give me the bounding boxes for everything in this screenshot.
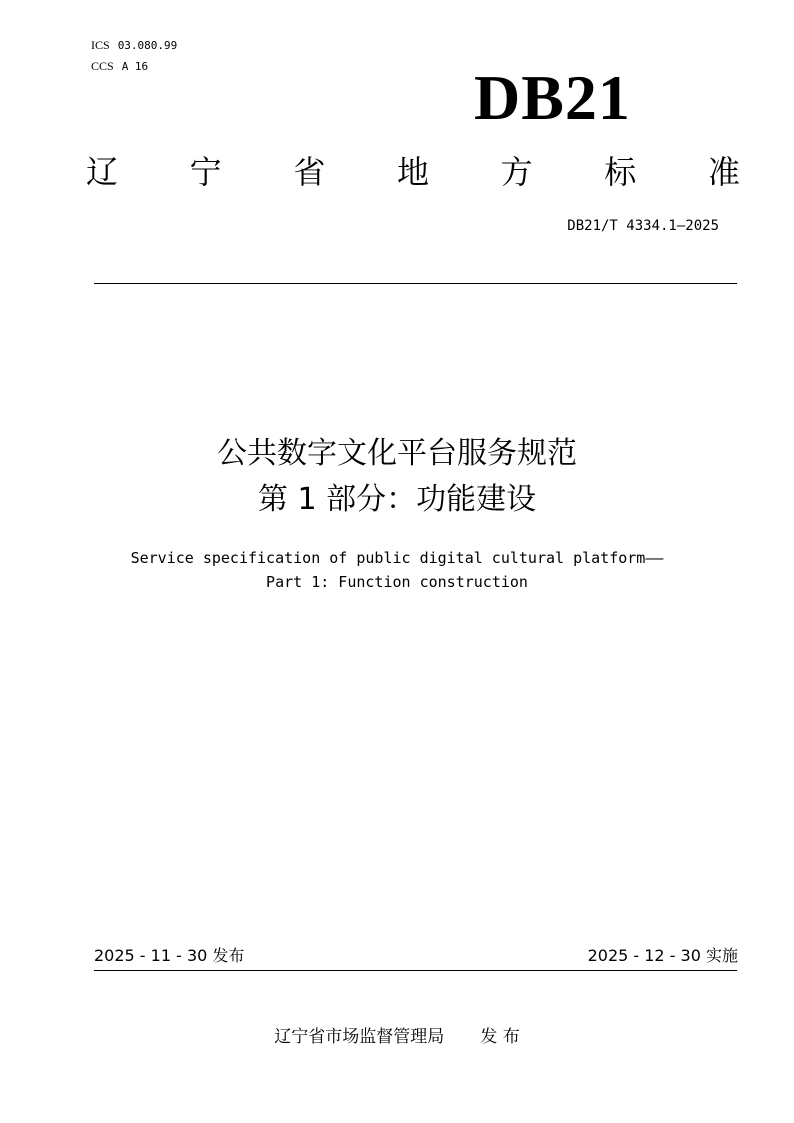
standard-number: DB21/T 4334.1—2025 — [567, 218, 719, 234]
standard-type-char: 省 — [293, 153, 326, 191]
ics-line — [91, 38, 177, 53]
header-divider — [94, 283, 737, 284]
standard-type-char: 方 — [500, 153, 533, 191]
ccs-line — [91, 59, 148, 74]
title-en-line2: Part 1: Function construction — [266, 573, 528, 591]
standard-type-char: 宁 — [189, 153, 222, 191]
standard-type-char: 准 — [707, 153, 740, 191]
standard-type-char: 地 — [396, 153, 429, 191]
ics-code: 03.080.99 — [117, 39, 178, 52]
issuer-line — [0, 1025, 794, 1049]
title-cn-line1: 公共数字文化平台服务规范 — [217, 436, 577, 471]
ccs-code: A 16 — [121, 60, 149, 73]
ics-label: ICS — [91, 38, 110, 52]
db21-logo: DB21 — [474, 62, 631, 133]
publish-date: 2025 - 11 - 30 发布 — [94, 946, 245, 965]
implement-date: 2025 - 12 - 30 实施 — [587, 946, 738, 965]
standard-type-char: 标 — [604, 153, 637, 191]
issuer-name: 辽宁省市场监督管理局 — [274, 1027, 445, 1047]
ccs-label: CCS — [91, 59, 114, 73]
standard-type-char: 辽 — [86, 153, 119, 191]
issue-word: 发 布 — [480, 1027, 520, 1047]
title-cn-line2: 第 1 部分：功能建设 — [257, 482, 537, 517]
standard-type — [86, 150, 740, 194]
footer-divider — [94, 970, 737, 971]
title-en-line1: Service specification of public digital cultural platform—— — [130, 549, 664, 567]
